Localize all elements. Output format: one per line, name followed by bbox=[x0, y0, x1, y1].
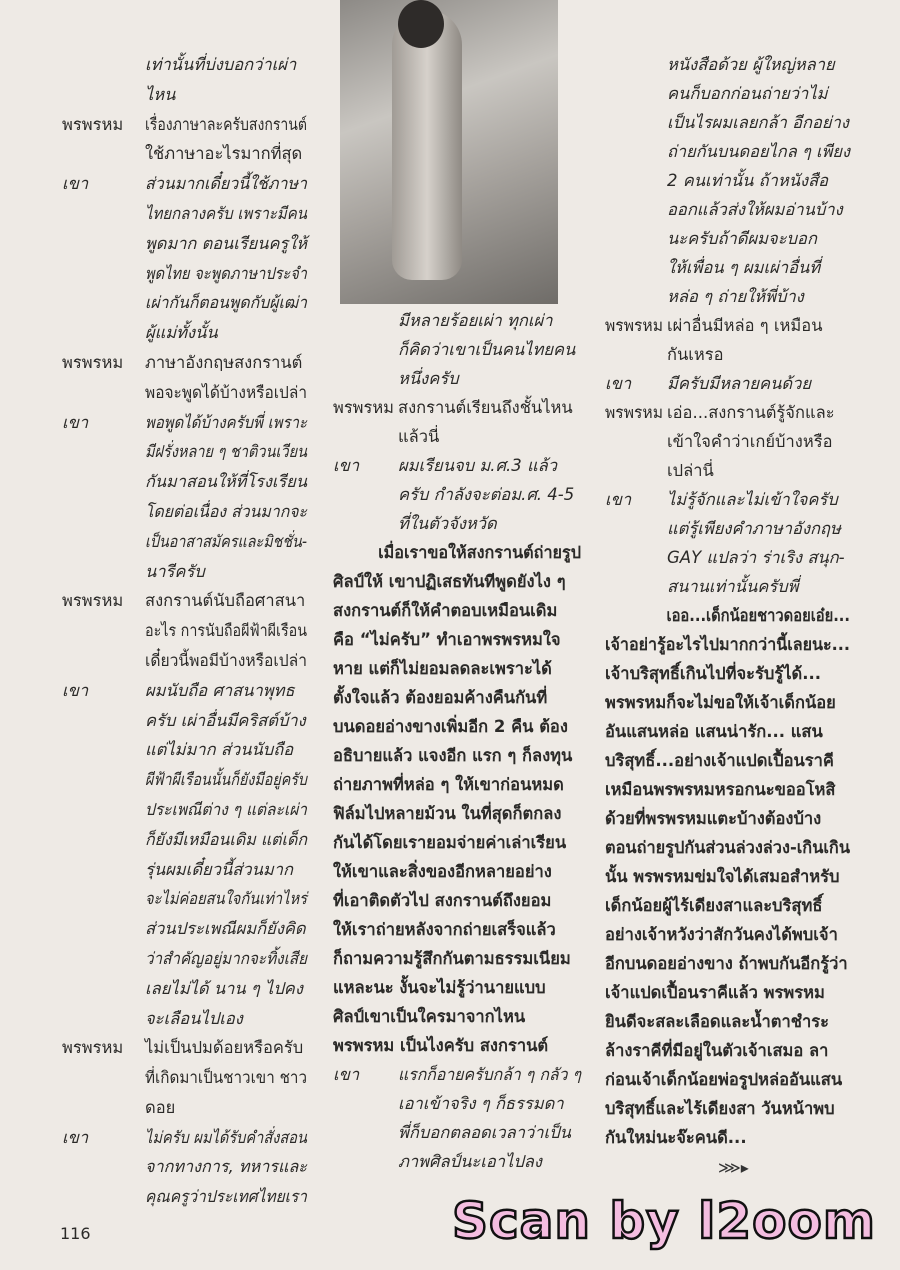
text-line: ว่าสำคัญอยู่มากจะทิ้งเสีย bbox=[145, 948, 308, 968]
text-line: อีกบนดอยอ่างขาง ถ้าพบกันอีกรู้ว่า bbox=[605, 954, 848, 973]
text-line: จะเลือนไปเอง bbox=[145, 1008, 243, 1028]
dialogue-text bbox=[398, 306, 581, 393]
text-line: GAY แปลว่า ร่าเริง สนุก- bbox=[667, 548, 845, 567]
text-line: กันใหม่นะจ๊ะคนดี... bbox=[605, 1128, 747, 1147]
text-line: เดี๋ยวนี้พอมีบ้างหรือเปล่า bbox=[145, 650, 307, 670]
text-line: สงกรานต์ก็ให้คำตอบเหมือนเดิม bbox=[333, 601, 558, 620]
text-line: บริสุทธิ์และไร้เดียงสา วันหน้าพบ bbox=[605, 1099, 835, 1118]
text-line: เหมือนพรพรหมหรอกนะขออโหสิ bbox=[605, 780, 836, 799]
text-line: เข้าใจคำว่าเกย์บ้างหรือ bbox=[667, 432, 833, 451]
text-line: ที่ในตัวจังหวัด bbox=[398, 514, 497, 533]
text-line: แต่รู้เพียงคำภาษาอังกฤษ bbox=[667, 519, 841, 538]
dialogue-entry bbox=[605, 369, 850, 398]
text-line: ส่วนมากเดี๋ยวนี้ใช้ภาษา bbox=[145, 174, 308, 194]
dialogue-entry bbox=[62, 1123, 307, 1212]
narrative-paragraph bbox=[333, 538, 581, 1060]
text-line: นารีครับ bbox=[145, 561, 205, 581]
dialogue-entry bbox=[62, 50, 307, 110]
dialogue-entry bbox=[62, 676, 307, 1034]
dialogue-text bbox=[145, 1123, 307, 1212]
text-line: อย่างเจ้าหวังว่าสักวันคงได้พบเจ้า bbox=[605, 925, 838, 944]
text-line: ภาพศิลป์นะเอาไปลง bbox=[398, 1152, 542, 1171]
text-line: ผมนับถือ ศาสนาพุทธ bbox=[145, 680, 295, 700]
text-line: เผ่าอื่นมีหล่อ ๆ เหมือน bbox=[667, 316, 823, 335]
text-line: ดอย bbox=[145, 1097, 176, 1117]
text-line: พรพรหม เป็นไงครับ สงกรานต์ bbox=[333, 1036, 549, 1055]
text-line: อธิบายแล้ว แจงอีก แรก ๆ ก็ลงทุน bbox=[333, 746, 573, 765]
dialogue-text bbox=[667, 311, 850, 369]
text-line: เท่านั้นที่บ่งบอกว่าเผ่า bbox=[145, 55, 297, 74]
dialogue-text bbox=[398, 393, 581, 451]
text-line: กันได้โดยเรายอมจ่ายค่าเล่าเรียน bbox=[333, 833, 567, 852]
speaker-label: เขา bbox=[333, 1065, 360, 1084]
text-line: ภาษาอังกฤษสงกรานต์ bbox=[145, 352, 303, 372]
dialogue-entry bbox=[62, 408, 307, 587]
text-line: พูดไทย จะพูดภาษาประจำ bbox=[145, 263, 308, 283]
text-line: อันแสนหล่อ แสนน่ารัก... แสน bbox=[605, 722, 823, 741]
closing-paragraph bbox=[605, 601, 850, 1152]
arrow-right-icon: ⋙▸ bbox=[718, 1158, 749, 1177]
text-line: ก่อนเจ้าเด็กน้อยพ่อรูปหล่ออันแสน bbox=[605, 1070, 843, 1089]
text-line: ที่เกิดมาเป็นชาวเขา ชาว bbox=[145, 1068, 308, 1088]
speaker-label bbox=[333, 306, 398, 393]
text-line: ยินดีจะสละเลือดและน้ำตาชำระ bbox=[605, 1012, 829, 1031]
text-line: ถ่ายภาพที่หล่อ ๆ ให้เขาก่อนหมด bbox=[333, 775, 564, 794]
text-line: บนดอยอ่างขางเพิ่มอีก 2 คืน ต้อง bbox=[333, 717, 568, 736]
dialogue-text bbox=[667, 50, 850, 311]
speaker-label: เขา bbox=[62, 174, 89, 194]
text-line: โดยต่อเนื่อง ส่วนมากจะ bbox=[145, 501, 308, 521]
text-line: เจ้าอย่ารู้อะไรไปมากกว่านี้เลยนะ... bbox=[605, 635, 850, 654]
dialogue-entry bbox=[605, 311, 850, 369]
text-line: เอ่อ...สงกรานต์รู้จักและ bbox=[667, 403, 835, 422]
page-number: 116 bbox=[60, 1224, 91, 1243]
column-2-entries-after bbox=[333, 1060, 581, 1176]
text-line: เลยไม่ได้ นาน ๆ ไปคง bbox=[145, 978, 303, 998]
dialogue-text bbox=[145, 348, 307, 408]
speaker-label: พรพรหม bbox=[605, 316, 664, 335]
text-line: ใช้ภาษาอะไรมากที่สุด bbox=[145, 144, 303, 164]
text-line: ผีฟ้าผีเรือนนั้นก็ยังมีอยู่ครับ bbox=[145, 770, 307, 790]
text-line: สงกรานต์นับถือศาสนา bbox=[145, 591, 306, 611]
text-line: เจ้าบริสุทธิ์เกินไปที่จะรับรู้ได้... bbox=[605, 664, 822, 683]
dialogue-text bbox=[145, 50, 307, 110]
dialogue-text bbox=[145, 676, 307, 1034]
text-line: อะไร การนับถือผีฟ้าผีเรือน bbox=[145, 621, 308, 641]
text-line: ก็คิดว่าเขาเป็นคนไทยคน bbox=[398, 340, 576, 359]
text-line: เปล่านี่ bbox=[667, 461, 714, 480]
dialogue-entry bbox=[333, 393, 581, 451]
dialogue-entry bbox=[62, 586, 307, 675]
text-line: พรพรหมก็จะไม่ขอให้เจ้าเด็กน้อย bbox=[605, 693, 836, 712]
text-line: ออกแล้วส่งให้ผมอ่านบ้าง bbox=[667, 200, 843, 219]
speaker-label bbox=[605, 50, 667, 311]
text-line: 2 คนเท่านั้น ถ้าหนังสือ bbox=[667, 171, 829, 190]
text-line: พูดมาก ตอนเรียนครูให้ bbox=[145, 233, 307, 253]
photo-subject bbox=[392, 10, 462, 280]
text-line: ศิลป์ให้ เขาปฏิเสธทันทีพูดยังไง ๆ bbox=[333, 572, 566, 591]
dialogue-entry bbox=[333, 1060, 581, 1176]
text-line: ผู้แม่ทั้งนั้น bbox=[145, 323, 218, 343]
dialogue-text bbox=[667, 369, 850, 398]
dialogue-text bbox=[145, 586, 307, 675]
text-line: มีฝรั่งหลาย ๆ ชาติวนเวียน bbox=[145, 442, 307, 462]
text-line: ศิลป์เขาเป็นใครมาจากไหน bbox=[333, 1007, 526, 1026]
speaker-label: พรพรหม bbox=[605, 403, 664, 422]
dialogue-entry bbox=[62, 348, 307, 408]
text-line: แหละนะ งั้นจะไม่รู้ว่านายแบบ bbox=[333, 978, 546, 997]
text-line: คือ “ไม่ครับ” ทำเอาพรพรหมใจ bbox=[333, 630, 561, 649]
dialogue-entry bbox=[605, 50, 850, 311]
text-line: พอพูดได้บ้างครับพี่ เพราะ bbox=[145, 412, 307, 432]
text-line: ถ่ายกันบนดอยไกล ๆ เพียง bbox=[667, 142, 850, 161]
text-line: พอจะพูดได้บ้างหรือเปล่า bbox=[145, 382, 308, 402]
photo-subject-head bbox=[398, 0, 444, 48]
dialogue-entry bbox=[605, 485, 850, 601]
column-3 bbox=[605, 50, 850, 1152]
text-line: หาย แต่ก็ไม่ยอมลดละเพราะได้ bbox=[333, 659, 552, 678]
text-line: ไหน bbox=[145, 84, 176, 104]
column-2 bbox=[333, 306, 581, 1176]
text-line: ผมเรียนจบ ม.ศ.3 แล้ว bbox=[398, 456, 557, 475]
dialogue-text bbox=[667, 398, 850, 485]
speaker-label: พรพรหม bbox=[62, 591, 124, 611]
text-line: จากทางการ, ทหารและ bbox=[145, 1157, 307, 1177]
text-line: กันเหรอ bbox=[667, 345, 724, 364]
speaker-label: พรพรหม bbox=[62, 114, 124, 134]
column-3-entries bbox=[605, 50, 850, 601]
photo bbox=[340, 0, 558, 304]
text-line: เด็กน้อยผู้ไร้เดียงสาและบริสุทธิ์ bbox=[605, 896, 823, 915]
text-line: เมื่อเราขอให้สงกรานต์ถ่ายรูป bbox=[333, 543, 582, 562]
speaker-label: เขา bbox=[605, 374, 632, 393]
text-line: ฟิล์มไปหลายม้วน ในที่สุดก็ตกลง bbox=[333, 804, 562, 823]
text-line: พี่ก็บอกตลอดเวลาว่าเป็น bbox=[398, 1123, 571, 1142]
text-line: ที่เอาติดตัวไป สงกรานต์ถึงยอม bbox=[333, 891, 552, 910]
dialogue-entry bbox=[333, 451, 581, 538]
column-2-entries bbox=[333, 306, 581, 538]
text-line: สงกรานต์เรียนถึงชั้นไหน bbox=[398, 398, 573, 417]
text-line: ให้เพื่อน ๆ ผมเผ่าอื่นที่ bbox=[667, 258, 821, 277]
dialogue-entry bbox=[62, 110, 307, 170]
text-line: คุณครูว่าประเทศไทยเรา bbox=[145, 1187, 307, 1207]
speaker-label: เขา bbox=[605, 490, 632, 509]
text-line: ให้เขาและสิ่งของอีกหลายอย่าง bbox=[333, 862, 552, 881]
text-line: เออ...เด็กน้อยชาวดอยเอ๋ย... bbox=[605, 606, 851, 625]
text-line: มีครับมีหลายคนด้วย bbox=[667, 374, 812, 393]
text-line: ครับ กำลังจะต่อม.ศ. 4-5 bbox=[398, 485, 575, 504]
text-line: จะไม่ค่อยสนใจกันเท่าไหร่ bbox=[145, 889, 307, 909]
text-line: คนก็บอกก่อนถ่ายว่าไม่ bbox=[667, 84, 828, 103]
text-line: หนึ่งครับ bbox=[398, 369, 459, 388]
text-line: สนานเท่านั้นครับพี่ bbox=[667, 577, 799, 596]
dialogue-text bbox=[145, 169, 307, 348]
text-line: ด้วยที่พรพรหมแตะบ้างต้องบ้าง bbox=[605, 809, 822, 828]
dialogue-text bbox=[398, 451, 581, 538]
dialogue-text bbox=[145, 110, 307, 170]
text-line: ประเพณีต่าง ๆ แต่ละเผ่า bbox=[145, 799, 308, 819]
column-1 bbox=[62, 50, 307, 1212]
dialogue-entry bbox=[605, 398, 850, 485]
text-line: มีหลายร้อยเผ่า ทุกเผ่า bbox=[398, 311, 553, 330]
text-line: เป็นอาสาสมัครและมิชชั่น- bbox=[145, 531, 308, 551]
text-line: ล้างราคีที่มีอยู่ในตัวเจ้าเสมอ ลา bbox=[605, 1041, 829, 1060]
speaker-label: พรพรหม bbox=[62, 352, 124, 372]
dialogue-text bbox=[145, 1033, 307, 1122]
text-line: ไม่รู้จักและไม่เข้าใจครับ bbox=[667, 490, 838, 509]
text-line: แล้วนี่ bbox=[398, 427, 440, 446]
speaker-label: เขา bbox=[62, 680, 89, 700]
speaker-label: เขา bbox=[333, 456, 360, 475]
text-line: บริสุทธิ์...อย่างเจ้าแปดเปื้อนราคี bbox=[605, 751, 834, 770]
speaker-label: พรพรหม bbox=[333, 398, 395, 417]
text-line: หล่อ ๆ ถ่ายให้พี่บ้าง bbox=[667, 287, 804, 306]
text-line: ก็ถามความรู้สึกกันตามธรรมเนียม bbox=[333, 949, 571, 968]
text-line: ไม่เป็นปมด้อยหรือครับ bbox=[145, 1038, 304, 1058]
text-line: นะครับถ้าดีผมจะบอก bbox=[667, 229, 817, 248]
dialogue-entry bbox=[62, 169, 307, 348]
dialogue-entry bbox=[62, 1033, 307, 1122]
text-line: นั้น พรพรหมข่มใจได้เสมอสำหรับ bbox=[605, 867, 840, 886]
dialogue-entry bbox=[333, 306, 581, 393]
speaker-label: พรพรหม bbox=[62, 1038, 124, 1058]
text-line: รุ่นผมเดี๋ยวนี้ส่วนมาก bbox=[145, 859, 294, 879]
text-line: แรกก็อายครับกล้า ๆ กลัว ๆ bbox=[398, 1065, 582, 1084]
text-line: ครับ เผ่าอื่นมีคริสต์บ้าง bbox=[145, 710, 306, 730]
text-line: เอาเข้าจริง ๆ ก็ธรรมดา bbox=[398, 1094, 564, 1113]
speaker-label: เขา bbox=[62, 412, 89, 432]
text-line: ส่วนประเพณีผมก็ยังคิด bbox=[145, 919, 306, 939]
text-line: หนังสือด้วย ผู้ใหญ่หลาย bbox=[667, 55, 835, 74]
text-line: ให้เราถ่ายหลังจากถ่ายเสร็จแล้ว bbox=[333, 920, 556, 939]
dialogue-text bbox=[667, 485, 850, 601]
speaker-label: เขา bbox=[62, 1127, 89, 1147]
text-line: ไม่ครับ ผมได้รับคำสั่งสอน bbox=[145, 1127, 308, 1147]
text-line: ตอนถ่ายรูปกันส่วนล่วงล่วง-เกินเกิน bbox=[605, 838, 850, 857]
text-line: ก็ยังมีเหมือนเดิม แต่เด็ก bbox=[145, 829, 308, 849]
text-line: แต่ไม่มาก ส่วนนับถือ bbox=[145, 740, 294, 760]
dialogue-text bbox=[145, 408, 307, 587]
watermark: Scan by l2oom bbox=[452, 1192, 876, 1250]
speaker-label bbox=[62, 50, 145, 110]
text-line: เจ้าแปดเปื้อนราคีแล้ว พรพรหม bbox=[605, 983, 825, 1002]
text-line: เรื่องภาษาละครับสงกรานต์ bbox=[145, 114, 308, 134]
text-line: กันมาสอนให้ที่โรงเรียน bbox=[145, 472, 307, 492]
text-line: ไทยกลางครับ เพราะมีคน bbox=[145, 203, 308, 223]
text-line: เผ่ากันก็ตอนพูดกับผู้เฒ่า bbox=[145, 293, 308, 313]
text-line: เป็นไรผมเลยกล้า อีกอย่าง bbox=[667, 113, 849, 132]
dialogue-text bbox=[398, 1060, 581, 1176]
text-line: ตั้งใจแล้ว ต้องยอมค้างคืนกันที่ bbox=[333, 688, 548, 707]
